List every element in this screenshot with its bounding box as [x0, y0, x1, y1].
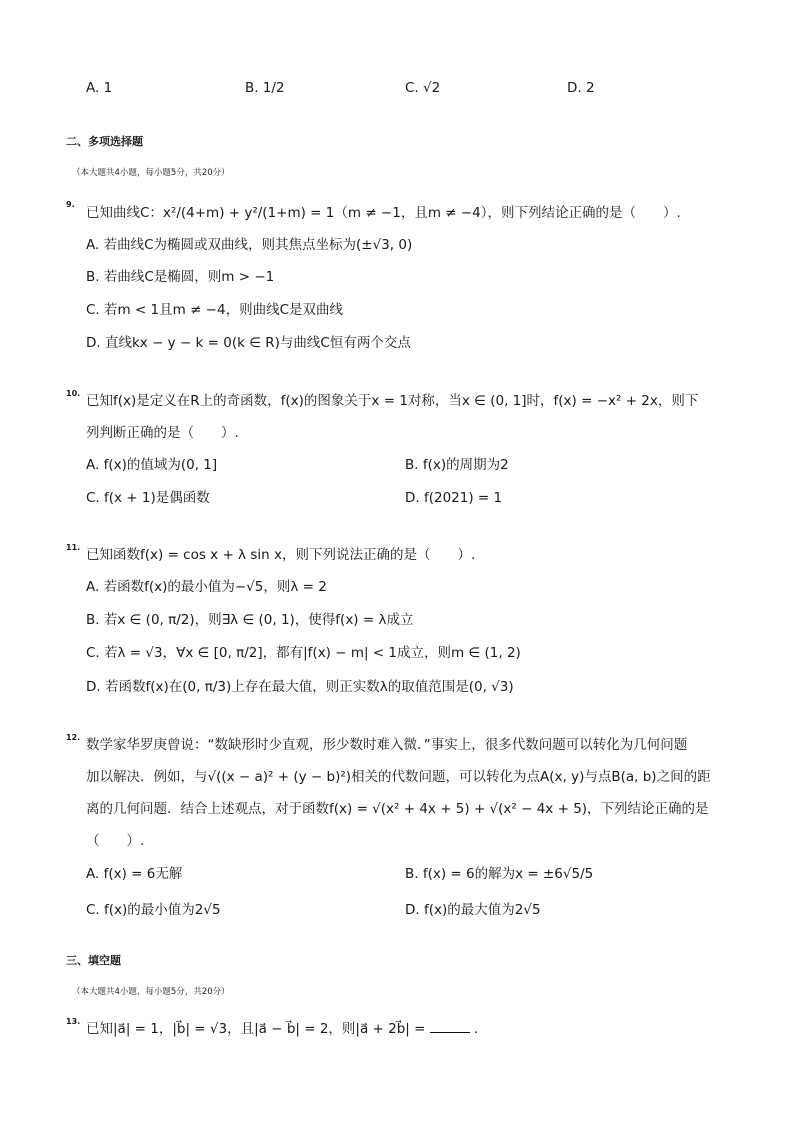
q8-option-b: B. 1/2	[245, 80, 285, 96]
option-c: C. 若m < 1且m ≠ −4，则曲线C是双曲线	[86, 302, 344, 318]
question-number: 13.	[66, 1017, 81, 1026]
option-a: A. f(x)的值域为(0, 1]	[86, 457, 218, 473]
question-number: 11.	[66, 543, 81, 552]
question-number: 9.	[66, 200, 75, 209]
option-d: D. f(x)的最大值为2√5	[405, 902, 541, 918]
q8-option-a: A. 1	[86, 80, 113, 96]
question-stem-continued: 列判断正确的是（ ）.	[86, 425, 239, 441]
option-c: C. f(x + 1)是偶函数	[86, 490, 210, 506]
question-stem: 已知曲线C：x²/(4+m) + y²/(1+m) = 1（m ≠ −1，且m ≠ −4），则下列结论正确的是（ ）.	[86, 205, 681, 221]
question-number: 12.	[66, 733, 81, 742]
question-stem-line2: 加以解决．例如，与√((x − a)² + (y − b)²)相关的代数问题，可以转化为点A(x, y)与点B(a, b)之间的距	[86, 769, 711, 785]
option-b: B. f(x) = 6的解为x = ±6√5/5	[405, 866, 594, 882]
question-tail: ．	[474, 1021, 488, 1037]
option-a: A. f(x) = 6无解	[86, 866, 183, 882]
option-c: C. 若λ = √3，∀x ∈ [0, π/2]，都有|f(x) − m| < 1成立，则m ∈ (1, 2)	[86, 645, 521, 661]
question-stem-line4: （ ）.	[86, 833, 145, 849]
question-stem: 已知f(x)是定义在R上的奇函数，f(x)的图象关于x = 1对称，当x ∈ (0, 1]时，f(x) = −x² + 2x，则下	[86, 393, 699, 409]
option-b: B. 若曲线C是椭圆，则m > −1	[86, 269, 275, 285]
option-d: D. 若函数f(x)在(0, π/3)上存在最大值，则正实数λ的取值范围是(0, √3)	[86, 679, 514, 695]
question-stem: 已知|a⃗| = 1，|b⃗| = √3，且|a⃗ − b⃗| = 2，则|a⃗ + 2b⃗| =	[86, 1021, 426, 1037]
q8-option-c: C. √2	[405, 80, 441, 96]
option-a: A. 若函数f(x)的最小值为−√5，则λ = 2	[86, 579, 327, 595]
q8-option-d: D. 2	[567, 80, 595, 96]
option-d: D. 直线kx − y − k = 0(k ∈ R)与曲线C恒有两个交点	[86, 335, 411, 351]
option-c: C. f(x)的最小值为2√5	[86, 902, 221, 918]
option-a: A. 若曲线C为椭圆或双曲线，则其焦点坐标为(±√3, 0)	[86, 237, 413, 253]
option-d: D. f(2021) = 1	[405, 490, 503, 506]
section-note: （本大题共4小题，每小题5分，共20分）	[72, 168, 230, 178]
section-title: 二、多项选择题	[66, 135, 143, 148]
question-stem-line3: 离的几何问题．结合上述观点，对于函数f(x) = √(x² + 4x + 5) + √(x² − 4x + 5)，下列结论正确的是	[86, 801, 709, 817]
question-stem-line1: 数学家华罗庚曾说：“数缺形时少直观，形少数时难入微．”事实上，很多代数问题可以转化为几何问题	[86, 737, 688, 753]
section-title: 三、填空题	[66, 954, 121, 967]
section-note: （本大题共4小题，每小题5分，共20分）	[72, 987, 230, 997]
question-stem-wrap	[86, 1019, 488, 1039]
answer-blank[interactable]	[430, 1020, 470, 1033]
question-stem: 已知函数f(x) = cos x + λ sin x，则下列说法正确的是（ ）.	[86, 547, 476, 563]
option-b: B. 若x ∈ (0, π/2)，则∃λ ∈ (0, 1)，使得f(x) = λ成立	[86, 612, 414, 628]
option-b: B. f(x)的周期为2	[405, 457, 509, 473]
question-number: 10.	[66, 389, 81, 398]
